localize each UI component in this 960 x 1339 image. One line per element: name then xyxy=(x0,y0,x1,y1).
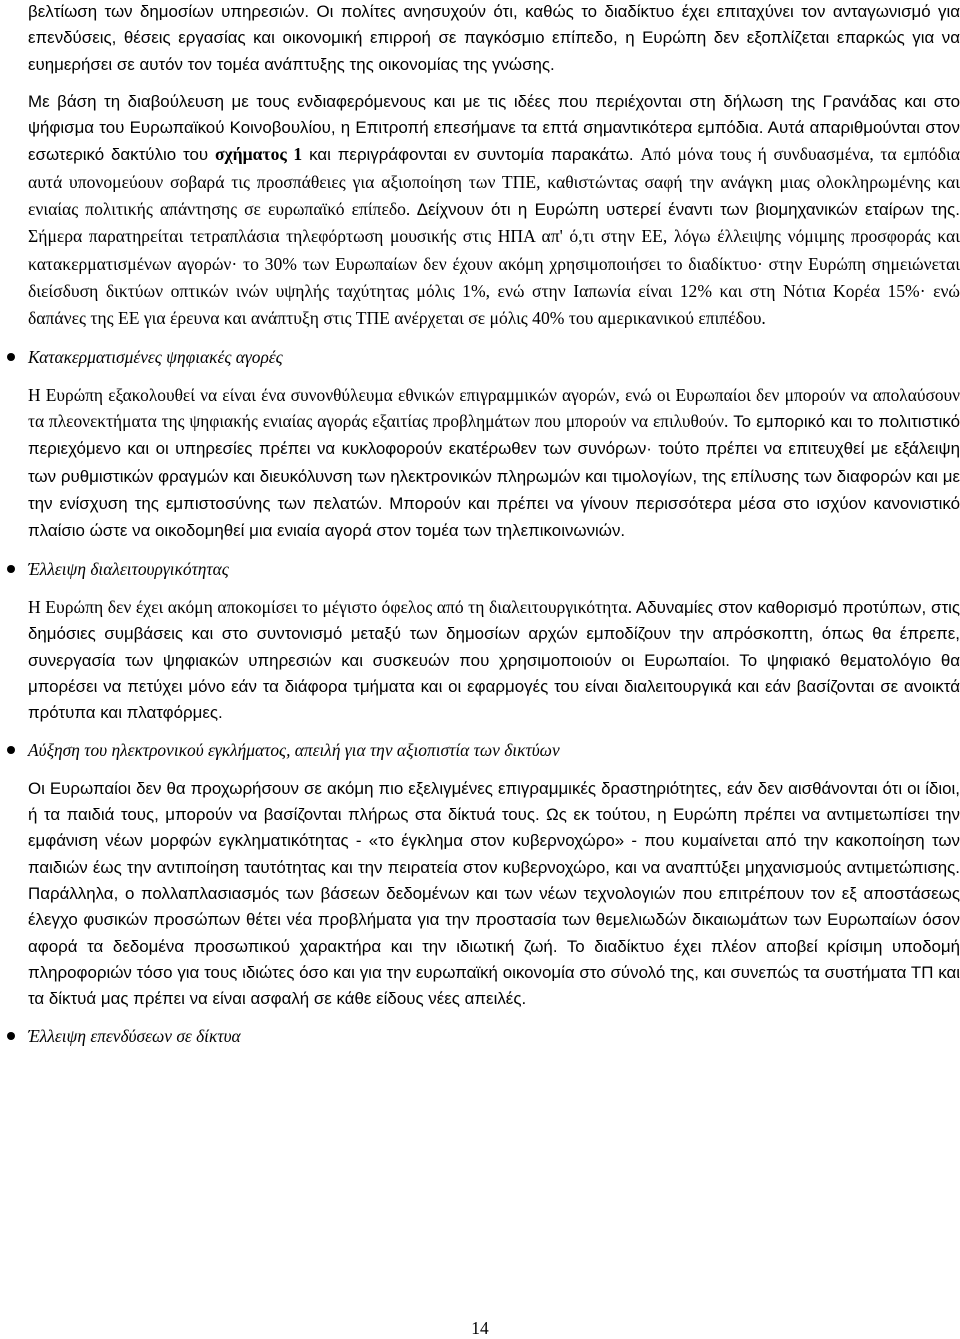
section-text: Οι Ευρωπαίοι δεν θα προχωρήσουν σε ακόμη πιο εξελιγμένες επιγραμμικές δραστηριότητες, εάν δεν αισθάνονται ότι οι ίδιοι, ή τα παιδιά τους, μπορούν να βασίζονται πλήρως στα δίκτυά τους. xyxy=(28,778,960,825)
section-heading-text: Αύξηση του ηλεκτρονικού εγκλήματος, απειλή για την αξιοπιστία των δικτύων xyxy=(28,740,560,761)
section-body-fragmented-markets xyxy=(28,382,960,545)
intro-paragraph-text: βελτίωση των δημοσίων υπηρεσιών. Οι πολίτες ανησυχούν ότι, καθώς το διαδίκτυο έχει επιταχύνει τον ανταγωνισμό για επενδύσεις, θέσεις εργασίας και οικονομική επιρροή σε παγκόσμιο επίπεδο, η Ευρώπη δεν εξοπλίζεται επαρκώς για να ευημερήσει σε αυτόν τον τομέα ανάπτυξης της οικονομίας της γνώσης. xyxy=(28,2,960,74)
section-text: Το διαδίκτυο έχει πλέον αποβεί κρίσιμη υποδομή πληροφοριών τόσο για τους ιδιώτες όσο και για την ευρωπαϊκή οικονομία στο σύνολό της, και συνεπώς τα συστήματα ΤΠ και τα δίκτυά μας πρέπει να είναι ασφαλή σε κάθε είδους νέες απειλές. xyxy=(28,936,960,1009)
section-text: Αδυναμίες στον καθορισμό προτύπων, στις δημόσιες συμβάσεις και στο συντονισμό μεταξύ των δημοσίων αρχών εμποδίζουν την απρόσκοπτη, όπως θα έπρεπε, συνεργασία των ψηφιακών υπηρεσιών και συσκευών που χρησιμοποιούν οι Ευρωπαίοι. xyxy=(28,597,960,670)
document-page xyxy=(28,0,960,1050)
bullet-icon xyxy=(7,565,15,573)
bullet-icon xyxy=(7,746,15,754)
obstacles-text-3: Από μόνα τους ή συνδυασμένα, τα εμπόδια αυτά υπονομεύουν σοβαρά τις προσπάθειες για αξιοποίηση των ΤΠΕ, καθιστώντας σαφή την ανάγκη μιας ολοκληρωμένης και ενιαίας πολιτικής απάντησης σε ευρωπαϊκό επίπεδο. xyxy=(28,144,960,220)
bullet-icon xyxy=(7,353,15,361)
section-heading-fragmented-markets xyxy=(28,344,960,370)
figure-reference: σχήματος 1 xyxy=(214,144,303,165)
section-text: Ως εκ τούτου, η Ευρώπη πρέπει να αντιμετωπίσει την εμφάνιση νέων μορφών εγκληματικότητας - «το έγκλημα στον κυβερνοχώρο» - που κυμαίνεται από την κακοποίηση των παιδιών έως την αντιποίηση ταυτότητας και την πειρατεία στον κυβερνοχώρο, και να αναπτύξει μηχανισμούς αντιμετώπισης. xyxy=(28,805,960,877)
section-text: Το εμπορικό και το πολιτιστικό περιεχόμενο και οι υπηρεσίες πρέπει να κυκλοφορούν εκατέρωθεν των συνόρων· τούτο πρέπει να επιτευχθεί με εξάλειψη των ρυθμιστικών φραγμών και διευκόλυνση των ηλεκτρονικών πληρωμών και τιμολογίων, της επίλυσης των διαφορών και με την ενίσχυση της εμπιστοσύνης των πελατών. xyxy=(28,412,960,514)
section-body-interoperability xyxy=(28,594,960,726)
section-text: Η Ευρώπη εξακολουθεί να είναι ένα συνονθύλευμα εθνικών επιγραμμικών αγορών, ενώ οι Ευρωπαίοι δεν μπορούν να απολαύσουν τα πλεονεκτήματα της ψηφιακής ενιαίας αγοράς εξαιτίας προβλημάτων που μπορούν να επιλυθούν. xyxy=(28,384,960,432)
obstacles-text-4: Δείχνουν ότι η Ευρώπη υστερεί έναντι των βιομηχανικών εταίρων της. xyxy=(416,200,960,220)
section-text: Η Ευρώπη δεν έχει ακόμη αποκομίσει το μέγιστο όφελος από τη διαλειτουργικότητα. xyxy=(28,596,632,617)
section-heading-cybercrime xyxy=(28,737,960,763)
obstacles-text-2: και περιγράφονται εν συντομία παρακάτω. xyxy=(309,145,634,165)
obstacles-paragraph xyxy=(28,89,960,333)
section-text: Το ψηφιακό θεματολόγιο θα μπορέσει να πετύχει μόνο εάν τα διάφορα τμήματα και οι εφαρμογές του είναι διαλειτουργικά και εάν βασίζονται σε ανοικτά πρότυπα και πλατφόρμες. xyxy=(28,650,960,723)
bullet-icon xyxy=(7,1032,15,1040)
section-heading-text: Έλλειψη επενδύσεων σε δίκτυα xyxy=(28,1026,241,1047)
section-body-cybercrime xyxy=(28,776,960,1013)
section-heading-text: Έλλειψη διαλειτουργικότητας xyxy=(28,558,229,579)
section-heading-interoperability xyxy=(28,556,960,582)
section-text: Παράλληλα, ο πολλαπλασιασμός των βάσεων δεδομένων και των νέων τεχνολογιών που επιτρέπουν τον εξ αποστάσεως έλεγχο φυσικών προσώπων θέτει νέα προβλήματα για την προστασία των θεμελιωδών δικαιωμάτων των Ευρωπαίων όσον αφορά τα δεδομένα προσωπικού χαρακτήρα και την ιδιωτική ζωή. xyxy=(28,883,960,956)
section-text: Μπορούν και πρέπει να γίνουν περισσότερα μέσα στο ισχύον κανονιστικό πλαίσιο ώστε να οικοδομηθεί μια ενιαία αγορά στον τομέα των τηλεπικοινωνιών. xyxy=(28,494,960,541)
intro-paragraph xyxy=(28,0,960,78)
obstacles-text-5: Σήμερα παρατηρείται τετραπλάσια τηλεφόρτωση μουσικής στις ΗΠΑ απ' ό,τι στην ΕΕ, λόγω έλλειψης νόμιμης προσφοράς και κατακερματισμένων αγορών· το 30% των Ευρωπαίων δεν έχουν ακόμη χρησιμοποιήσει το διαδίκτυο· στην Ευρώπη σημειώνεται διείσδυση δικτύων οπτικών ινών υψηλής ταχύτητας μόλις 1%, ενώ στην Ιαπωνία είναι 12% και στη Νότια Κορέα 15%· ενώ δαπάνες της ΕΕ για έρευνα και ανάπτυξη στις ΤΠΕ ανέρχεται σε μόλις 40% του αμερικανικού επιπέδου. xyxy=(28,226,960,329)
page-number: 14 xyxy=(471,1318,489,1338)
section-heading-network-investment xyxy=(28,1023,960,1049)
section-heading-text: Κατακερματισμένες ψηφιακές αγορές xyxy=(28,346,283,367)
obstacles-text-1: Με βάση τη διαβούλευση με τους ενδιαφερόμενους και με τις ιδέες που περιέχονται στη δήλωση της Γρανάδας και στο ψήφισμα του Ευρωπαϊκού Κοινοβουλίου, η Επιτροπή επεσήμανε τα επτά σημαντικότερα εμπόδια. Αυτά απαριθμούνται στον εσωτερικό δακτύλιο του xyxy=(28,91,960,165)
